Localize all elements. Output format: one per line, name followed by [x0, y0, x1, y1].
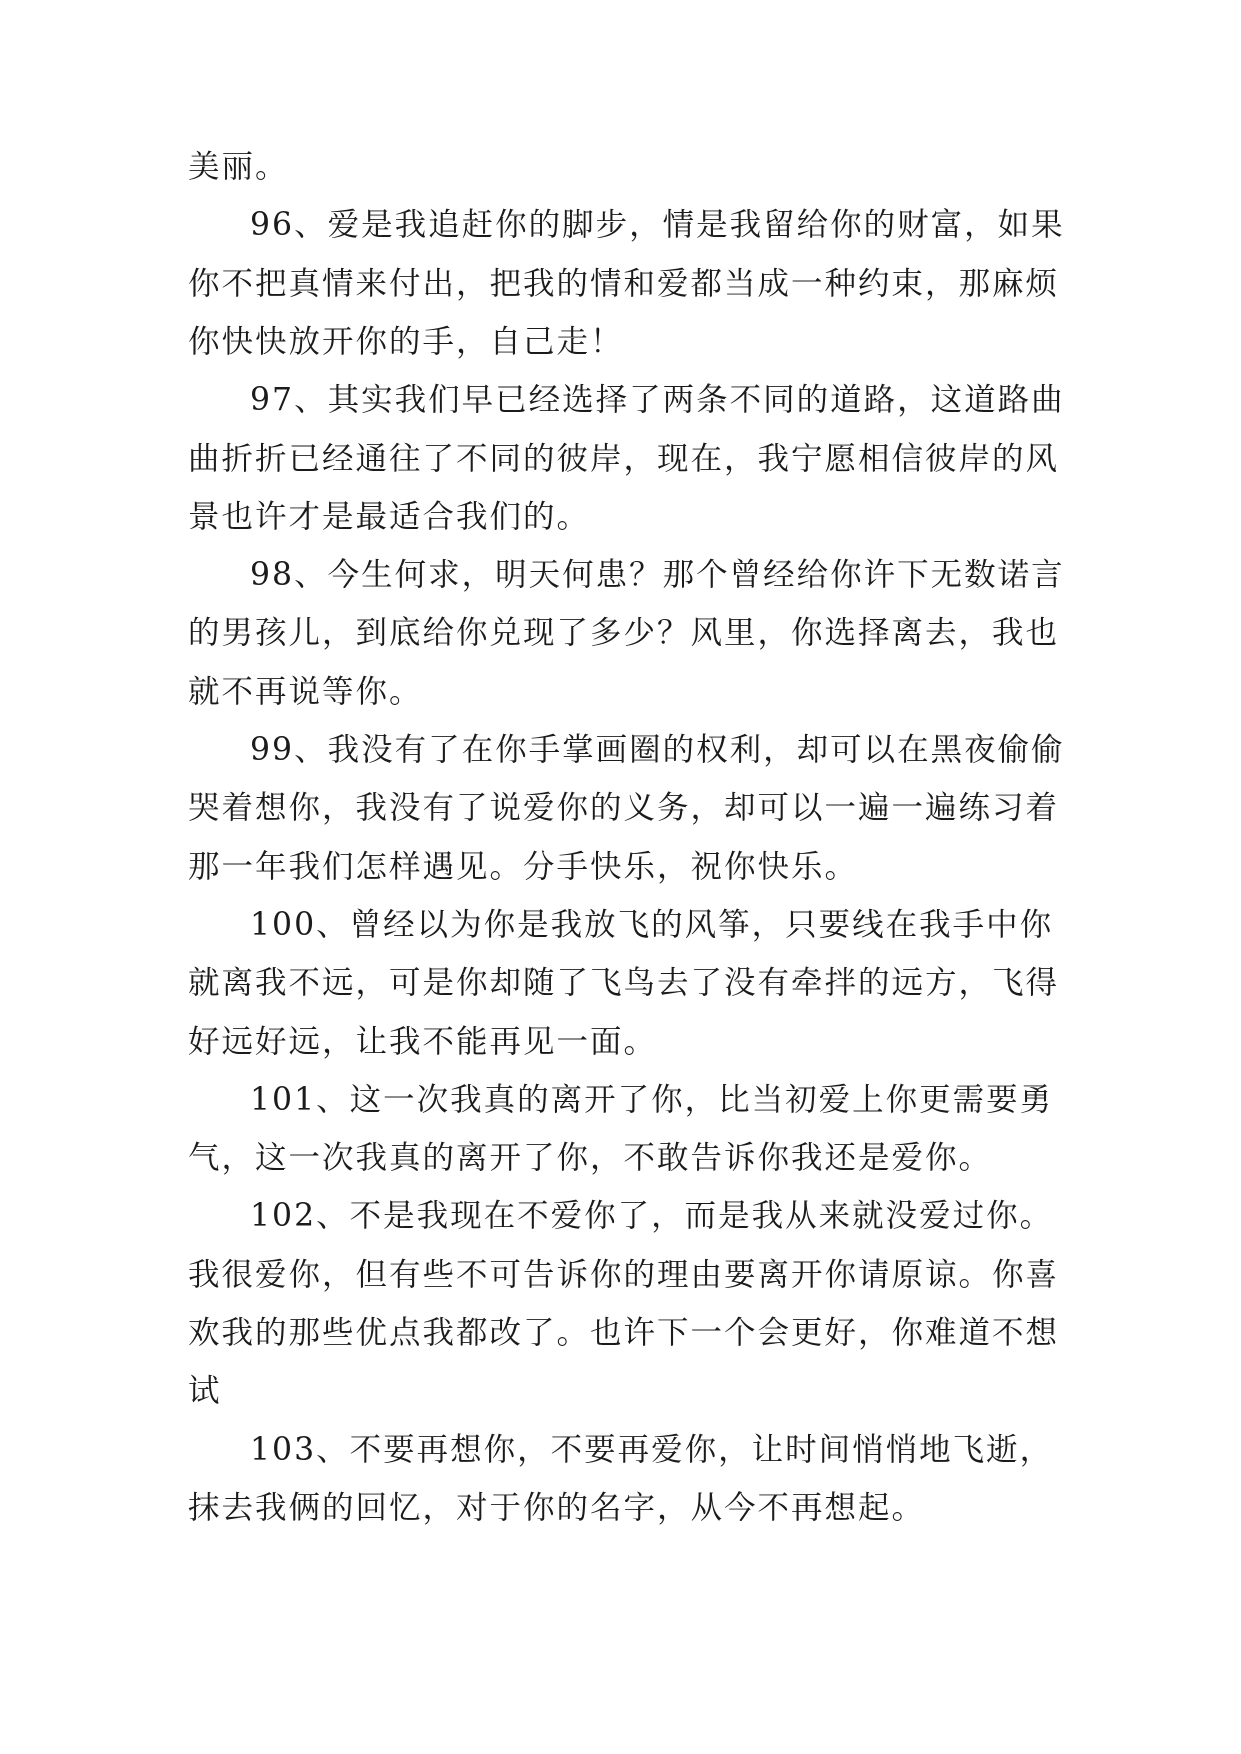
paragraph-line: 你不把真情来付出，把我的情和爱都当成一种约束，那麻烦: [188, 265, 1060, 302]
lead-line: 美丽。: [188, 149, 289, 185]
paragraph-line: 那一年我们怎样遇见。分手快乐，祝你快乐。: [188, 848, 859, 885]
paragraph-line: 就离我不远，可是你却随了飞鸟去了没有牵拌的远方，飞得: [188, 965, 1060, 1002]
paragraph-line: 气，这一次我真的离开了你，不敢告诉你我还是爱你。: [188, 1140, 993, 1177]
paragraph-line: 你快快放开你的手，自己走！: [188, 323, 624, 360]
paragraph-line: 景也许才是最适合我们的。: [188, 498, 591, 535]
paragraph-line: 的男孩儿，到底给你兑现了多少？风里，你选择离去，我也: [188, 615, 1060, 652]
paragraph-line: 97、其实我们早已经选择了两条不同的道路，这道路曲: [250, 382, 1065, 419]
paragraph-line: 我很爱你，但有些不可告诉你的理由要离开你请原谅。你喜: [188, 1256, 1060, 1293]
paragraph-line: 就不再说等你。: [188, 673, 423, 710]
paragraph-line: 98、今生何求，明天何患？那个曾经给你许下无数诺言: [250, 557, 1065, 594]
paragraph-line: 96、爱是我追赶你的脚步，情是我留给你的财富，如果: [250, 207, 1065, 244]
paragraph-line: 抹去我俩的回忆，对于你的名字，从今不再想起。: [188, 1489, 926, 1526]
paragraph-line: 好远好远，让我不能再见一面。: [188, 1023, 658, 1060]
paragraph-line: 曲折折已经通往了不同的彼岸，现在，我宁愿相信彼岸的风: [188, 440, 1060, 477]
paragraph-line: 103、不要再想你，不要再爱你，让时间悄悄地飞逝，: [250, 1431, 1054, 1468]
paragraph-line: 欢我的那些优点我都改了。也许下一个会更好，你难道不想: [188, 1315, 1060, 1351]
paragraph-line: 99、我没有了在你手掌画圈的权利，却可以在黑夜偷偷: [250, 732, 1065, 768]
paragraph-line: 100、曾经以为你是我放飞的风筝，只要线在我手中你: [250, 906, 1054, 943]
paragraph-line: 102、不是我现在不爱你了，而是我从来就没爱过你。: [250, 1198, 1054, 1235]
paragraph-line: 101、这一次我真的离开了你，比当初爱上你更需要勇: [250, 1081, 1054, 1118]
paragraph-line: 哭着想你，我没有了说爱你的义务，却可以一遍一遍练习着: [188, 790, 1060, 827]
paragraph-line: 试: [188, 1373, 222, 1410]
